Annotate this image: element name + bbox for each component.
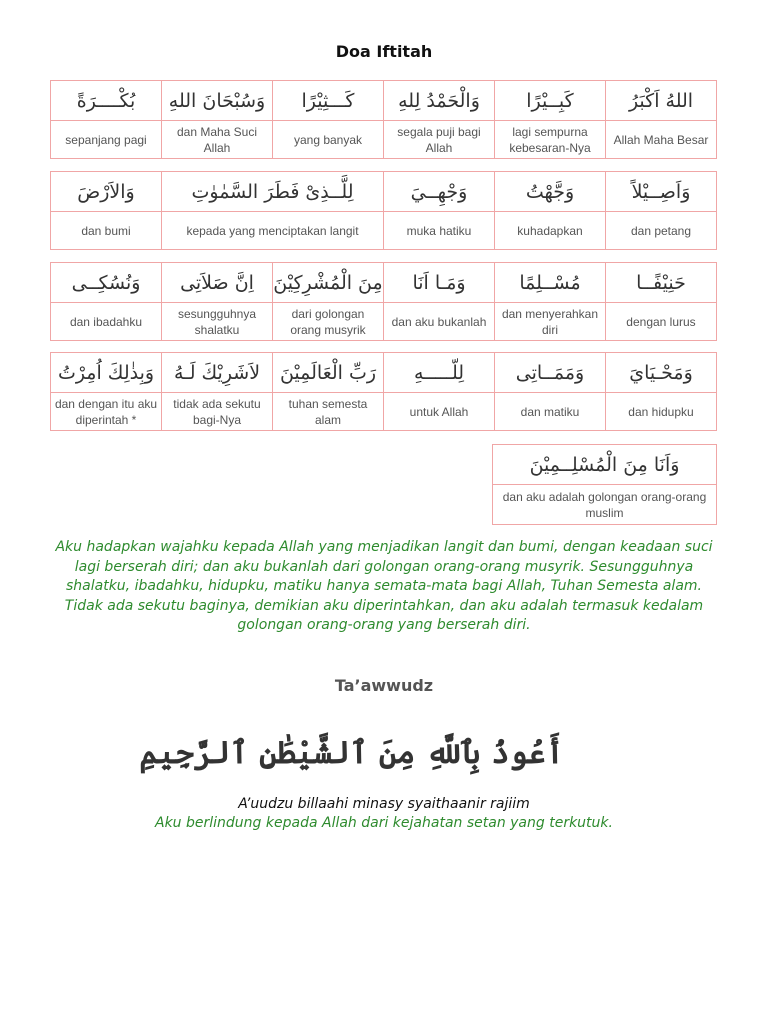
phrase-meaning: dan petang xyxy=(606,212,717,250)
phrase-table-row-1 xyxy=(50,80,717,159)
phrase-meaning: dan bumi xyxy=(51,212,162,250)
phrase-meaning: dan hidupku xyxy=(606,393,717,431)
arabic-phrase: لاَشَرِيْكَ لَـهُ xyxy=(162,353,273,393)
phrase-meaning: yang banyak xyxy=(273,121,384,159)
taawwudz-meaning: Aku berlindung kepada Allah dari kejahatan setan yang terkutuk. xyxy=(155,815,613,831)
phrase-meaning: tidak ada sekutu bagi-Nya xyxy=(162,393,273,431)
phrase-meaning: dan menyerahkan diri xyxy=(495,303,606,341)
arabic-phrase: وَمَحْـيَايَ xyxy=(606,353,717,393)
arabic-phrase: وَسُبْحَانَ اللهِ xyxy=(162,81,273,121)
taawwudz-transliteration: A’uudzu billaahi minasy syaithaanir rajiim xyxy=(238,796,530,812)
arabic-phrase: وَبِذٰلِكَ اُمِرْتُ xyxy=(51,353,162,393)
arabic-phrase: وَمَـا اَنَا xyxy=(384,263,495,303)
section-title-taawwudz: Ta’awwudz xyxy=(334,676,434,695)
translation-paragraph: Aku hadapkan wajahku kepada Allah yang menjadikan langit dan bumi, dengan keadaan suci lagi berserah diri; dan aku bukanlah dari golongan orang-orang musyrik. Sesungguhnya shalatku, ibadahku, hidupku, matiku hanya semata-mata bagi Allah, Tuhan Semesta alam. Tidak ada sekutu baginya, demikian aku diperintahkan, dan aku adalah termasuk kedalam golongan orang-orang yang berserah diri. xyxy=(55,539,713,634)
phrase-table-row-2 xyxy=(50,171,717,250)
phrase-meaning: kepada yang menciptakan langit xyxy=(162,212,384,250)
page-title: Doa Iftitah xyxy=(335,42,433,61)
phrase-table-row-3 xyxy=(50,262,717,341)
taawwudz-arabic-calligraphy: أَعُوذُ بِٱللَّهِ مِنَ ٱلشَّيْطَٰنِ ٱلرَّجِيمِ xyxy=(139,735,564,771)
phrase-meaning: sesungguhnya shalatku xyxy=(162,303,273,341)
arabic-phrase: وَمَمَــاتِى xyxy=(495,353,606,393)
phrase-meaning: muka hatiku xyxy=(384,212,495,250)
phrase-meaning: dan dengan itu aku diperintah * xyxy=(51,393,162,431)
arabic-phrase: وَالْحَمْدُ لِلهِ xyxy=(384,81,495,121)
phrase-meaning: dengan lurus xyxy=(606,303,717,341)
phrase-meaning: dan aku bukanlah xyxy=(384,303,495,341)
arabic-phrase: كَبِــيْرًا xyxy=(495,81,606,121)
arabic-phrase: وَالاَرْضَ xyxy=(51,172,162,212)
phrase-table-row-5 xyxy=(492,444,717,525)
phrase-meaning: untuk Allah xyxy=(384,393,495,431)
phrase-meaning: Allah Maha Besar xyxy=(606,121,717,159)
phrase-meaning: dan Maha Suci Allah xyxy=(162,121,273,159)
phrase-meaning: dan aku adalah golongan orang-orang muslim xyxy=(493,485,717,525)
arabic-phrase: اللهُ اَكْبَرُ xyxy=(606,81,717,121)
phrase-meaning: tuhan semesta alam xyxy=(273,393,384,431)
phrase-meaning: dan matiku xyxy=(495,393,606,431)
phrase-meaning: sepanjang pagi xyxy=(51,121,162,159)
arabic-phrase: مِنَ الْمُشْرِكِيْنَ xyxy=(273,263,384,303)
arabic-phrase: اِنَّ صَلاَتِى xyxy=(162,263,273,303)
arabic-phrase: حَنِيْفًــا xyxy=(606,263,717,303)
phrase-table-row-4 xyxy=(50,352,717,431)
arabic-phrase: بُكْــــرَةً xyxy=(51,81,162,121)
arabic-phrase: وَجْهِــيَ xyxy=(384,172,495,212)
phrase-meaning: kuhadapkan xyxy=(495,212,606,250)
phrase-meaning: dan ibadahku xyxy=(51,303,162,341)
arabic-phrase: وَاَنَا مِنَ الْمُسْلِــمِيْنَ xyxy=(493,445,717,485)
arabic-phrase: لِلَّــذِىْ فَطَرَ السَّمٰوٰتِ xyxy=(162,172,384,212)
phrase-meaning: lagi sempurna kebesaran-Nya xyxy=(495,121,606,159)
phrase-meaning: segala puji bagi Allah xyxy=(384,121,495,159)
arabic-phrase: كَـــثِيْرًا xyxy=(273,81,384,121)
arabic-phrase: وَجَّهْتُ xyxy=(495,172,606,212)
arabic-phrase: وَاَصِــيْلاً xyxy=(606,172,717,212)
arabic-phrase: مُسْــلِمًا xyxy=(495,263,606,303)
phrase-meaning: dari golongan orang musyrik xyxy=(273,303,384,341)
arabic-phrase: رَبِّ الْعَالَمِيْنَ xyxy=(273,353,384,393)
arabic-phrase: وَنُسُكِــى xyxy=(51,263,162,303)
arabic-phrase: لِلّـــــهِ xyxy=(384,353,495,393)
